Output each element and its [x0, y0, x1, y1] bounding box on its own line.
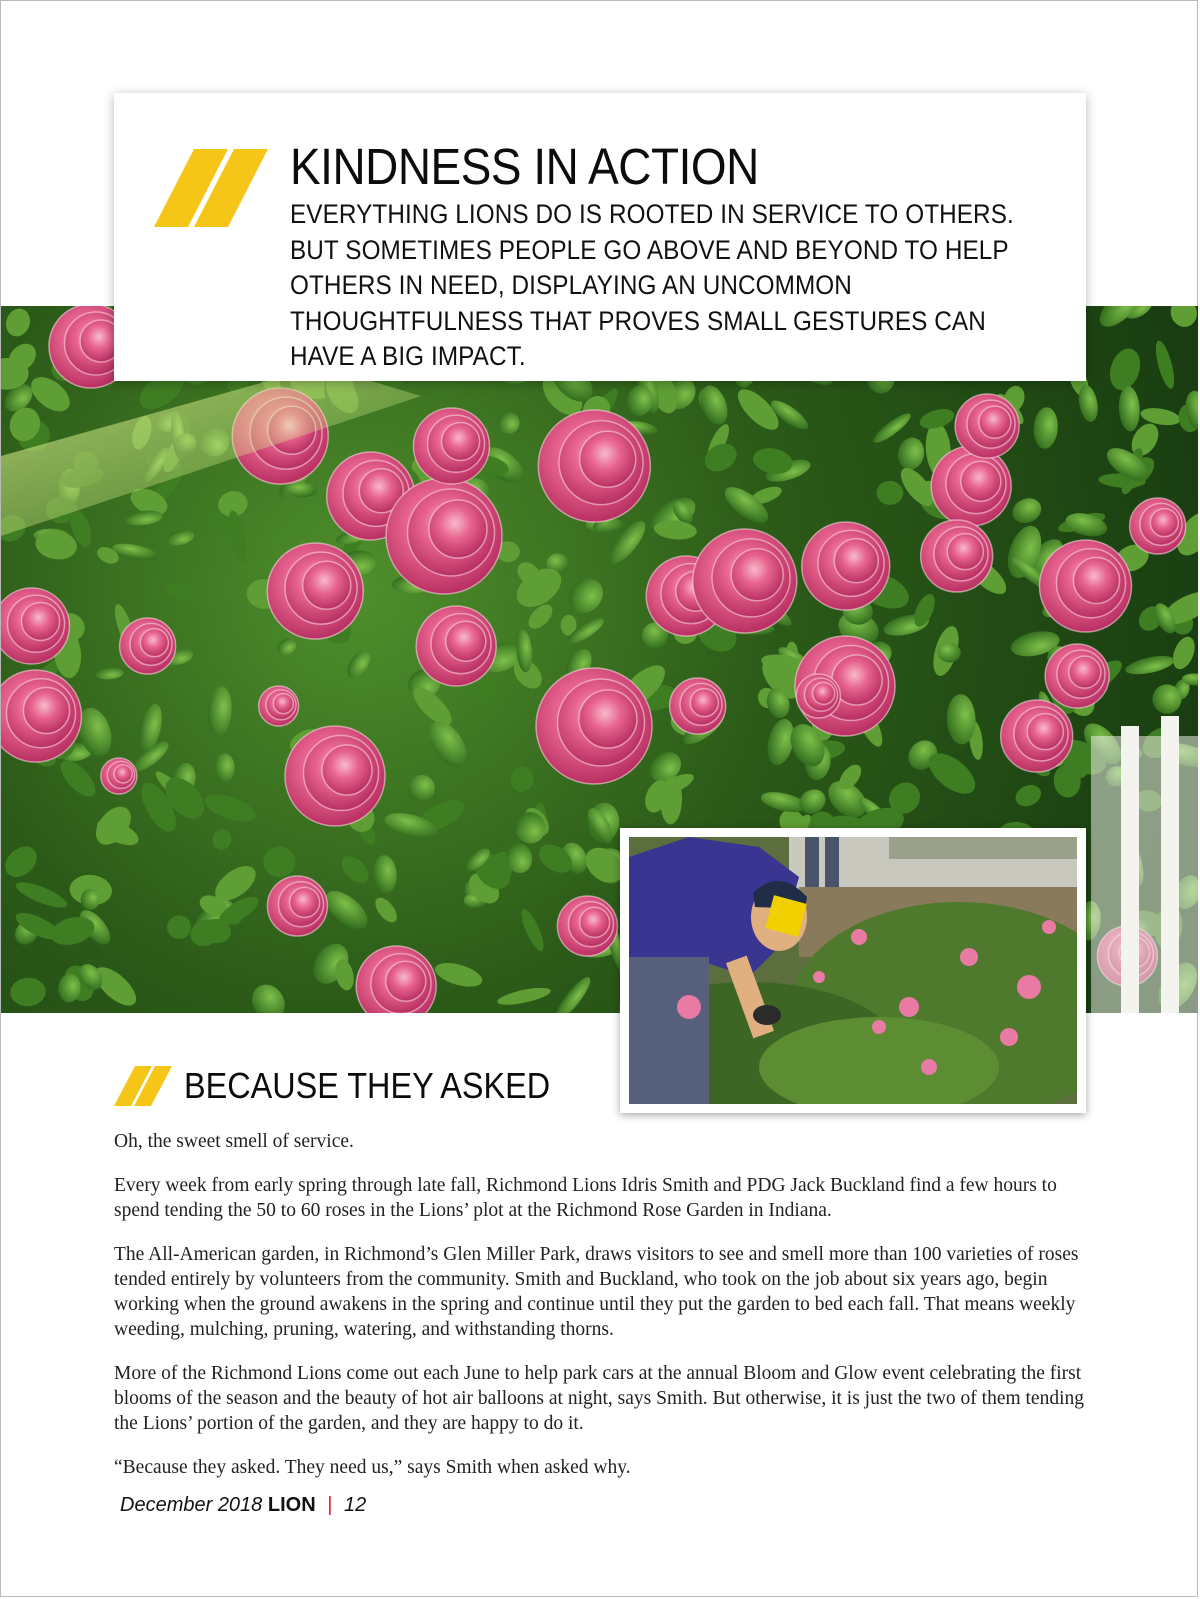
rose-bloom — [285, 726, 385, 826]
leaf — [1124, 652, 1176, 677]
rose-bloom — [259, 686, 299, 726]
leaf — [493, 408, 524, 439]
rose-bloom — [1039, 540, 1131, 632]
rose-bloom — [1045, 644, 1109, 708]
double-slash-accent-icon — [114, 1066, 172, 1106]
leaf — [166, 914, 193, 940]
leaf — [165, 527, 196, 548]
rose-bloom — [267, 876, 327, 936]
paragraph: Every week from early spring through late fall, Richmond Lions Idris Smith and PDG Jack Buckland find a few hours to spend tending the 50 to 60 roses in the Lions’ plot at the Richmond Rose Garden in Indiana. — [114, 1175, 1057, 1221]
inset-photo-frame — [620, 828, 1086, 1113]
magazine-name: LION — [267, 1494, 316, 1516]
rose-bloom — [693, 529, 797, 633]
rose-bloom — [921, 1059, 937, 1075]
leaf — [1, 840, 43, 883]
rose-bloom — [813, 971, 825, 983]
paragraph: Oh, the sweet smell of service. — [114, 1131, 354, 1152]
rose-bloom — [1, 588, 69, 664]
rose-bloom — [677, 995, 701, 1019]
leaf — [10, 977, 47, 1007]
rose-bloom — [416, 606, 496, 686]
rose-bloom — [960, 948, 978, 966]
page-title: KINDNESS IN ACTION — [290, 138, 759, 195]
leaf — [1105, 345, 1145, 394]
leaf — [372, 854, 398, 894]
rose-bloom — [267, 543, 363, 639]
leaf — [517, 906, 548, 953]
leaf — [1152, 339, 1178, 391]
leaf — [13, 877, 70, 912]
leaf — [895, 435, 927, 472]
leaf — [1169, 634, 1198, 673]
rose-bloom — [872, 1020, 886, 1034]
rose-bloom — [1001, 700, 1073, 772]
leaf — [562, 572, 610, 620]
leaf — [1167, 306, 1198, 330]
paragraph: More of the Richmond Lions come out each June to help park cars at the annual Bloom and Glow event celebrating the first blooms of the season and the beauty of hot air balloons at night, says Smith. But otherwise, it is just the two of them tending the Lions’ portion of the garden, and they are happy to do it. — [114, 1363, 1085, 1434]
rose-bloom — [851, 929, 867, 945]
leaf — [496, 984, 552, 1008]
leaf — [371, 894, 401, 926]
header-card — [114, 93, 1086, 381]
rose-bloom — [670, 678, 726, 734]
rose-bloom — [120, 618, 176, 674]
issue-date: December 2018 — [120, 1494, 263, 1516]
leaf — [1032, 406, 1059, 449]
article-heading-text: BECAUSE THEY ASKED — [184, 1065, 551, 1106]
rose-bloom — [921, 520, 993, 592]
rose-bloom — [557, 896, 617, 956]
rose-bloom — [538, 410, 650, 522]
leaf — [343, 647, 375, 682]
leaf — [165, 583, 192, 598]
leaf — [551, 973, 595, 1013]
page-subtitle: EVERYTHING LIONS DO IS ROOTED IN SERVICE TO OTHERS. BUT SOMETIMES PEOPLE GO ABOVE AND BEYOND TO HELP OTHERS IN NEED, DISPLAYING AN UNCOMMON THOUGHTFULNESS THAT PROVES SMALL GESTURES CAN HAVE A BIG IMPACT. — [290, 199, 1014, 371]
rose-bloom — [101, 758, 137, 794]
volunteer-gardening-illustration — [629, 837, 1077, 1104]
leaf — [214, 753, 234, 782]
leaf — [1012, 781, 1044, 810]
leaf — [201, 789, 259, 827]
article-body — [114, 1129, 1086, 1499]
leaf — [261, 844, 299, 880]
rose-bloom — [899, 997, 919, 1017]
footer-separator: | — [327, 1494, 333, 1516]
rose-bloom — [386, 478, 502, 594]
leaf — [877, 481, 904, 505]
rose-bloom — [955, 394, 1019, 458]
double-slash-accent-icon — [154, 149, 268, 227]
leaf — [246, 979, 292, 1013]
leaf — [432, 958, 484, 991]
leaf — [210, 827, 233, 852]
rose-bloom — [356, 946, 436, 1013]
leaf — [95, 666, 124, 680]
rose-bloom — [796, 674, 840, 718]
volunteer-photo — [629, 837, 1077, 1104]
leaf — [337, 851, 374, 888]
leaf — [406, 773, 436, 803]
rose-bloom — [1042, 920, 1056, 934]
leaf — [719, 481, 774, 530]
rose-bloom — [1017, 975, 1041, 999]
leaf — [206, 685, 234, 737]
rose-bloom — [1000, 1028, 1018, 1046]
leaf — [1118, 386, 1141, 432]
page-number: 12 — [343, 1494, 367, 1516]
paragraph: The All-American garden, in Richmond’s Glen Miller Park, draws visitors to see and smell more than 100 varieties of roses tended entirely by volunteers from the community. Smith and Buckland, who took on the job about six years ago, begin working when the ground awakens in the spring and continue until they put the garden to bed each fall. That means weekly weeding, mulching, pruning, watering, and withstanding thorns. — [114, 1244, 1079, 1340]
rose-bloom — [1130, 498, 1186, 554]
leaf — [274, 635, 299, 659]
rose-bloom — [802, 522, 890, 610]
rose-bloom — [413, 408, 489, 484]
leaf — [510, 766, 534, 792]
rose-bloom — [931, 446, 1011, 526]
rose-bloom — [536, 668, 652, 784]
paragraph: “Because they asked. They need us,” says Smith when asked why. — [114, 1457, 631, 1478]
leaf — [2, 306, 34, 340]
leaf — [1009, 494, 1046, 527]
leaf — [55, 755, 101, 803]
page-footer — [120, 1494, 366, 1517]
